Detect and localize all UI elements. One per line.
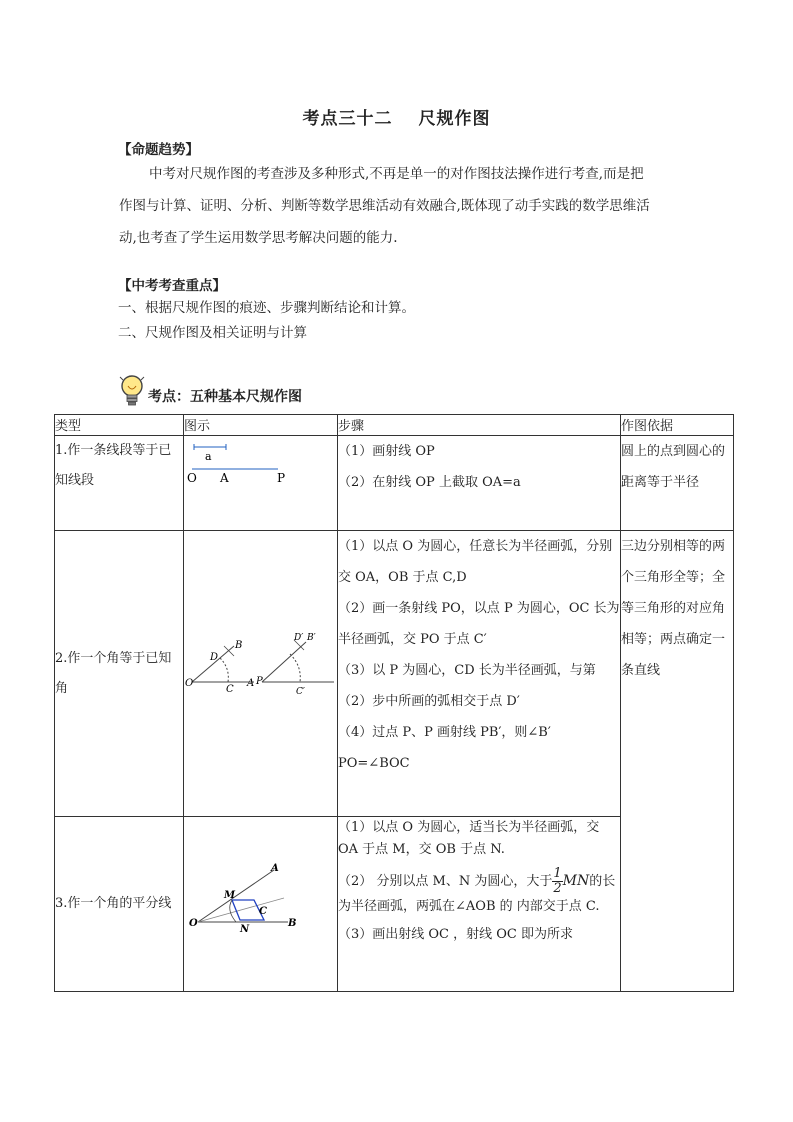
step-line: （2）在射线 OP 上截取 OA=a <box>338 475 521 490</box>
frac-den: 2 <box>553 881 562 896</box>
step-line: （2）画一条射线 PO，以点 P 为圆心，OC 长为半径画弧，交 PO 于点 C′ <box>338 601 620 647</box>
table-row <box>55 436 734 531</box>
fig1-label-a-point: A <box>220 471 229 485</box>
header-steps: 步骤 <box>338 415 621 436</box>
fig3-label-c: C <box>259 906 267 917</box>
page-title <box>0 104 793 129</box>
fig2-label-o: O <box>185 677 194 689</box>
construction-table <box>54 414 734 992</box>
step-line: （3）画出射线 OC ，射线 OC 即为所求 <box>338 927 574 942</box>
focus-item: 二、尺规作图及相关证明与计算 <box>118 325 307 341</box>
table-header-row <box>55 415 734 436</box>
header-basis: 作图依据 <box>621 415 734 436</box>
fig2-label-b: B <box>235 639 243 651</box>
row3-type: 3.作一个角的平分线 <box>55 817 184 992</box>
step-line: （1）以点 O 为圆心，任意长为半径画弧，分别交 OA，OB 于点 C,D <box>338 539 613 585</box>
trend-heading: 【命题趋势】 <box>118 142 199 158</box>
fig2-label-b-prime: B′ <box>307 632 316 643</box>
trend-paragraph <box>119 158 679 254</box>
frac-num: 1 <box>553 866 562 881</box>
row1-figure <box>184 436 338 531</box>
fig2-label-c: C <box>226 683 234 695</box>
row3-steps <box>338 817 621 992</box>
step-line: （1）以点 O 为圆心，适当长为半径画弧，交 OA 于点 M，交 OB 于点 N. <box>338 820 600 857</box>
step-line: （1）画射线 OP <box>338 444 435 459</box>
fraction-half <box>552 867 562 896</box>
table-row <box>55 531 734 817</box>
title-part2: 尺规作图 <box>418 109 491 129</box>
row2-type: 2.作一个角等于已知角 <box>55 531 184 817</box>
step-line: （4）过点 P、P 画射线 PB′，则∠B′ PO=∠BOC <box>338 725 551 771</box>
focus-item: 一、根据尺规作图的痕迹、步骤判断结论和计算。 <box>118 300 415 316</box>
trend-line: 作图与计算、证明、分析、判断等数学思维活动有效融合,既体现了动手实践的数学思维活 <box>119 198 650 214</box>
fig3-label-n: N <box>240 924 250 935</box>
trend-line: 动,也考查了学生运用数学思考解决问题的能力. <box>119 230 398 246</box>
header-type: 类型 <box>55 415 184 436</box>
row2-basis: 三边分别相等的两个三角形全等；全等三角形的对应角相等；两点确定一条直线 <box>621 531 734 817</box>
lightbulb-icon <box>118 374 146 410</box>
kaodian-label: 考点：五种基本尺规作图 <box>148 389 302 405</box>
step2-text-cont: 的长为半径画弧，两弧在∠AOB 的 内部交于点 C. <box>338 874 616 914</box>
fig2-label-d: D <box>210 651 219 663</box>
fig1-label-p: P <box>277 471 286 485</box>
row3-basis <box>621 817 734 992</box>
trend-line: 中考对尺规作图的考查涉及多种形式,不再是单一的对作图技法操作进行考查,而是把 <box>149 166 644 182</box>
row1-basis: 圆上的点到圆心的距离等于半径 <box>621 436 734 531</box>
fig1-label-a: a <box>205 450 212 463</box>
step2-mn: MN <box>562 873 590 889</box>
step-line: （3）以 P 为圆心，CD 长为半径画弧，与第（2）步中所画的弧相交于点 D′ <box>338 663 596 709</box>
fig3-label-a: A <box>271 863 279 874</box>
fig3-label-b: B <box>288 918 297 929</box>
focus-heading: 【中考考查重点】 <box>118 278 226 294</box>
title-part1: 考点三十二 <box>302 109 393 129</box>
row1-steps <box>338 436 621 531</box>
row2-figure <box>184 531 338 817</box>
table-row <box>55 817 734 992</box>
row1-type: 1.作一条线段等于已知线段 <box>55 436 184 531</box>
fig2-label-a: A <box>247 677 255 689</box>
fig2-label-c-prime: C′ <box>296 686 305 697</box>
step-line <box>338 867 620 918</box>
fig1-label-o: O <box>187 471 197 485</box>
fig2-label-p: P <box>256 675 263 687</box>
fig2-label-d-prime: D′ <box>294 632 304 643</box>
fig3-label-o: O <box>189 918 198 929</box>
fig3-label-m: M <box>224 890 236 901</box>
header-figure: 图示 <box>184 415 338 436</box>
row2-steps <box>338 531 621 817</box>
step2-text: （2） 分别以点 M、N 为圆心，大于 <box>338 874 553 889</box>
row3-figure <box>184 817 338 992</box>
